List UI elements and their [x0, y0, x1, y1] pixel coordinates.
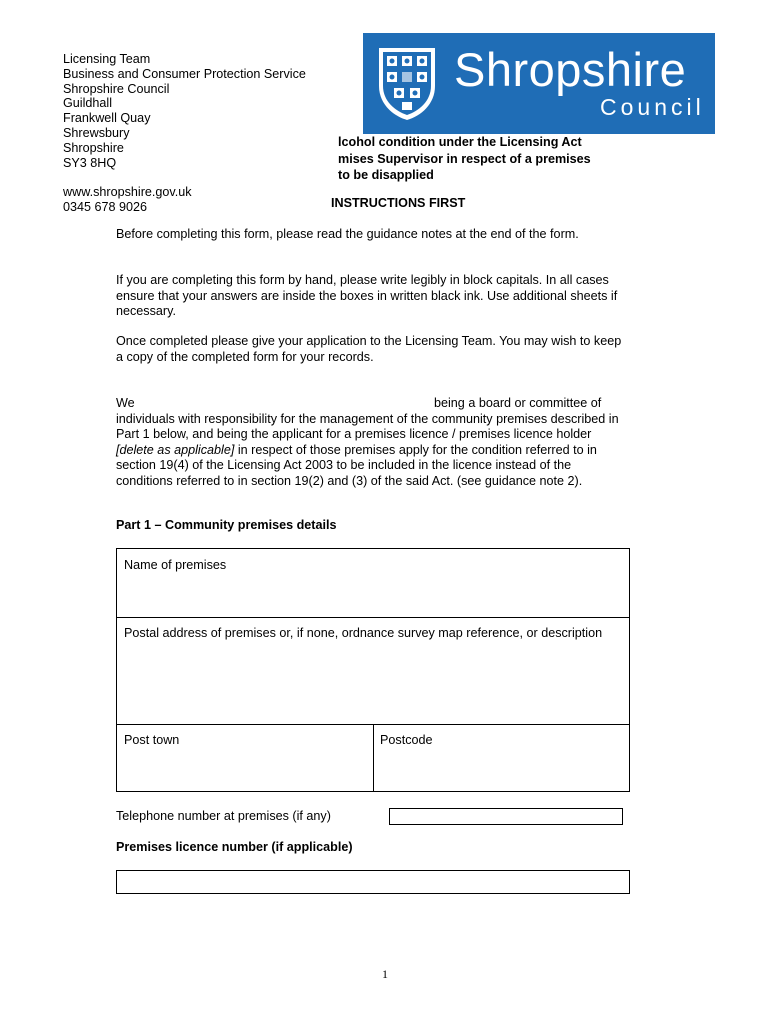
shropshire-council-logo: [363, 33, 715, 134]
licence-number-input[interactable]: [116, 870, 630, 894]
licence-number-label: Premises licence number (if applicable): [116, 840, 353, 854]
part1-heading: Part 1 – Community premises details: [116, 518, 337, 532]
address-line: Shropshire Council: [63, 81, 170, 96]
address-line: Frankwell Quay: [63, 111, 151, 126]
premises-name-field[interactable]: Name of premises: [124, 558, 227, 572]
address-line: Shropshire: [63, 140, 124, 155]
telephone-input[interactable]: [389, 808, 623, 825]
row-divider: [117, 617, 629, 618]
declaration-board: being a board or committee of: [434, 396, 602, 410]
declaration-we: We: [116, 396, 135, 410]
address-line: Licensing Team: [63, 52, 151, 66]
intro-paragraph: Before completing this form, please read the guidance notes at the end of the form.: [116, 227, 579, 241]
declaration-paragraph: [116, 396, 628, 490]
phone-number: 0345 678 9026: [63, 200, 148, 214]
instructions-heading: INSTRUCTIONS FIRST: [331, 196, 466, 210]
declaration-text: [116, 412, 628, 490]
post-town-field[interactable]: Post town: [124, 733, 180, 747]
column-divider: [373, 724, 374, 792]
handwriting-paragraph: If you are completing this form by hand, please write legibly in block capitals. In all cases ensure that your answers are inside the boxes in written black ink. Use additional sheets if necessary.: [116, 273, 618, 319]
declaration-part-b: in respect of those premises apply for the condition referred to in section 19(4) of the Licensing Act 2003 to be included in the licence instead of the conditions referred to in section 19(2) and (3) of the said Act. (see guidance note 2).: [116, 442, 597, 488]
shield-crest-icon: [377, 46, 437, 122]
address-line: Guildhall: [63, 96, 113, 111]
title-line: to be disapplied: [338, 168, 434, 182]
contact-block: [63, 185, 192, 215]
premises-address-field[interactable]: Postal address of premises or, if none, ordnance survey map reference, or description: [124, 626, 603, 640]
submission-paragraph: Once completed please give your application to the Licensing Team. You may wish to keep a copy of the completed form for your records.: [116, 334, 622, 364]
address-line: Shrewsbury: [63, 125, 130, 140]
premises-details-table: [116, 548, 630, 792]
logo-subtitle: Council: [600, 94, 705, 120]
delete-as-applicable: [delete as applicable]: [116, 442, 235, 457]
form-title: [338, 134, 591, 184]
title-line: lcohol condition under the Licensing Act: [338, 135, 582, 149]
title-line: mises Supervisor in respect of a premises: [338, 151, 591, 166]
logo-wordmark: Shropshire: [454, 43, 687, 96]
postcode-field[interactable]: Postcode: [380, 733, 433, 747]
declaration-part-a: individuals with responsibility for the management of the community premises described in Part 1 below, and being the applicant for a premises licence / premises licence holder: [116, 411, 619, 442]
website-link[interactable]: www.shropshire.gov.uk: [63, 185, 192, 199]
address-line: SY3 8HQ: [63, 155, 117, 170]
page-number: 1: [382, 967, 388, 981]
telephone-label: Telephone number at premises (if any): [116, 809, 331, 823]
address-block: [63, 52, 306, 170]
address-line: Business and Consumer Protection Service: [63, 66, 306, 81]
